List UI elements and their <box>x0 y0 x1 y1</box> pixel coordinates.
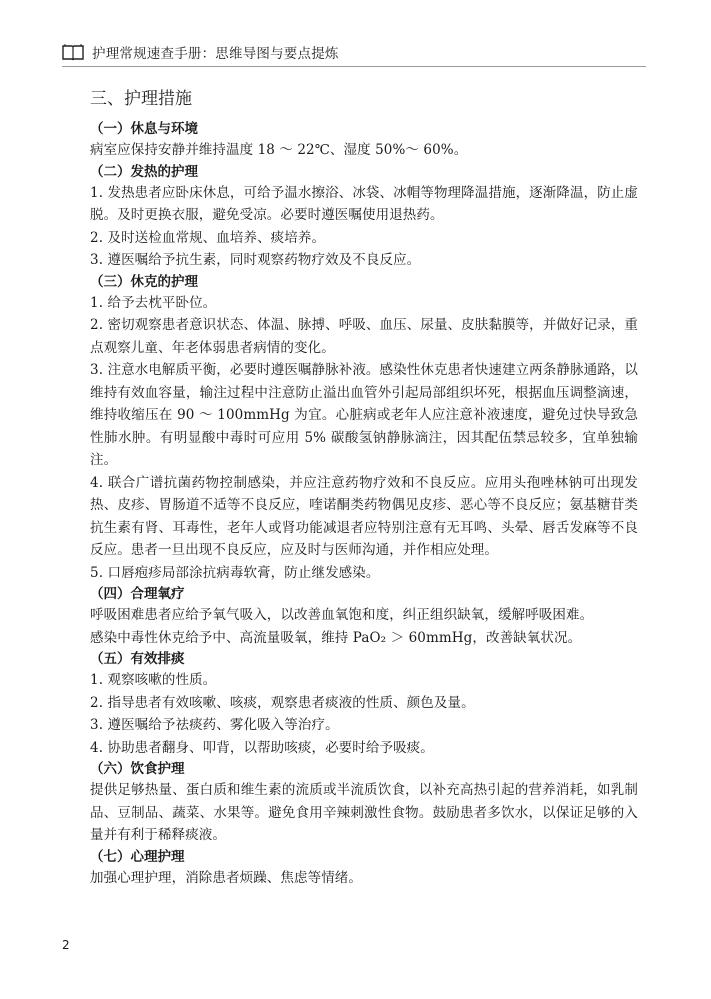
subsection-sputum-removal <box>90 649 638 759</box>
paragraph: 感染中毒性休克给予中、高流量吸氧，维持 PaO₂ ＞ 60mmHg，改善缺氧状况。 <box>90 629 582 646</box>
subsection-heading: （五）有效排痰 <box>90 651 185 667</box>
paragraph: 加强心理护理，消除患者烦躁、焦虑等情绪。 <box>90 869 362 886</box>
subsection-heading: （七）心理护理 <box>90 848 185 865</box>
subsection-heading: （二）发热的护理 <box>90 163 198 180</box>
subsection-rest-environment <box>90 119 638 162</box>
subsection-oxygen-therapy <box>90 584 638 649</box>
paragraph: 2. 密切观察患者意识状态、体温、脉搏、呼吸、血压、尿量、皮肤黏膜等，并做好记录，重点观察儿童、年老体弱患者病情的变化。 <box>90 317 638 356</box>
subsection-heading: （一）休息与环境 <box>90 121 198 137</box>
subsection-shock-care <box>90 272 638 585</box>
paragraph: 3. 遵医嘱给予祛痰药、雾化吸入等治疗。 <box>90 717 339 733</box>
paragraph: 1. 观察咳嗽的性质。 <box>90 672 217 688</box>
subsection-heading: （四）合理氧疗 <box>90 586 185 602</box>
paragraph: 3. 遵医嘱给予抗生素，同时观察药物疗效及不良反应。 <box>90 252 421 268</box>
paragraph: 2. 及时送检血常规、血培养、痰培养。 <box>90 229 326 246</box>
paragraph: 1. 给予去枕平卧位。 <box>90 294 217 311</box>
running-header <box>62 38 646 67</box>
book-icon <box>62 43 84 61</box>
paragraph: 1. 发热患者应卧床休息，可给予温水擦浴、冰袋、冰帽等物理降温措施，逐渐降温，防止虚脱。及时更换衣服，避免受凉。必要时遵医嘱使用退热药。 <box>90 184 638 223</box>
paragraph: 2. 指导患者有效咳嗽、咳痰，观察患者痰液的性质、颜色及量。 <box>90 694 475 711</box>
header-title: 护理常规速查手册：思维导图与要点提炼 <box>92 46 339 62</box>
paragraph: 3. 注意水电解质平衡，必要时遵医嘱静脉补液。感染性休克患者快速建立两条静脉通路，以维持有效血容量，输注过程中注意防止溢出血管外引起局部组织坏死，根据血压调整滴速，维持收缩压在 90 ～ 100mmHg 为宜。心脏病或老年人应注意补液速度，避免过快导致急性肺水肿。有明显酸中毒时可应用 5% 碳酸氢钠静脉滴注，因其配伍禁忌较多，宜单独输注。 <box>90 362 638 468</box>
subsection-fever-care <box>90 162 638 272</box>
subsections <box>90 119 638 889</box>
page-content <box>90 84 638 889</box>
subsection-heading: （六）饮食护理 <box>90 761 185 777</box>
paragraph: 4. 协助患者翻身、叩背，以帮助咳痰，必要时给予吸痰。 <box>90 739 434 756</box>
paragraph: 病室应保持安静并维持温度 18 ～ 22℃、湿度 50%～ 60%。 <box>90 142 468 158</box>
subsection-diet-care <box>90 759 638 847</box>
subsection-heading: （三）休克的护理 <box>90 273 198 290</box>
paragraph: 呼吸困难患者应给予氧气吸入，以改善血氧饱和度，纠正组织缺氧，缓解呼吸困难。 <box>90 607 594 623</box>
page-number: 2 <box>62 938 70 952</box>
subsection-psychological-care <box>90 847 638 890</box>
paragraph: 提供足够热量、蛋白质和维生素的流质或半流质饮食，以补充高热引起的营养消耗，如乳制品、豆制品、蔬菜、水果等。避免食用辛辣刺激性食物。鼓励患者多饮水，以保证足够的入量并有利于稀释痰液。 <box>90 782 638 843</box>
paragraph: 4. 联合广谱抗菌药物控制感染，并应注意药物疗效和不良反应。应用头孢唑林钠可出现发热、皮疹、胃肠道不适等不良反应，喹诺酮类药物偶见皮疹、恶心等不良反应；氨基糖苷类抗生素有肾、耳毒性，老年人或肾功能减退者应特别注意有无耳鸣、头晕、唇舌发麻等不良反应。患者一旦出现不良反应，应及时与医师沟通，并作相应处理。 <box>90 474 638 558</box>
section-title: 三、护理措施 <box>90 89 192 109</box>
paragraph: 5. 口唇疱疹局部涂抗病毒软膏，防止继发感染。 <box>90 564 380 581</box>
